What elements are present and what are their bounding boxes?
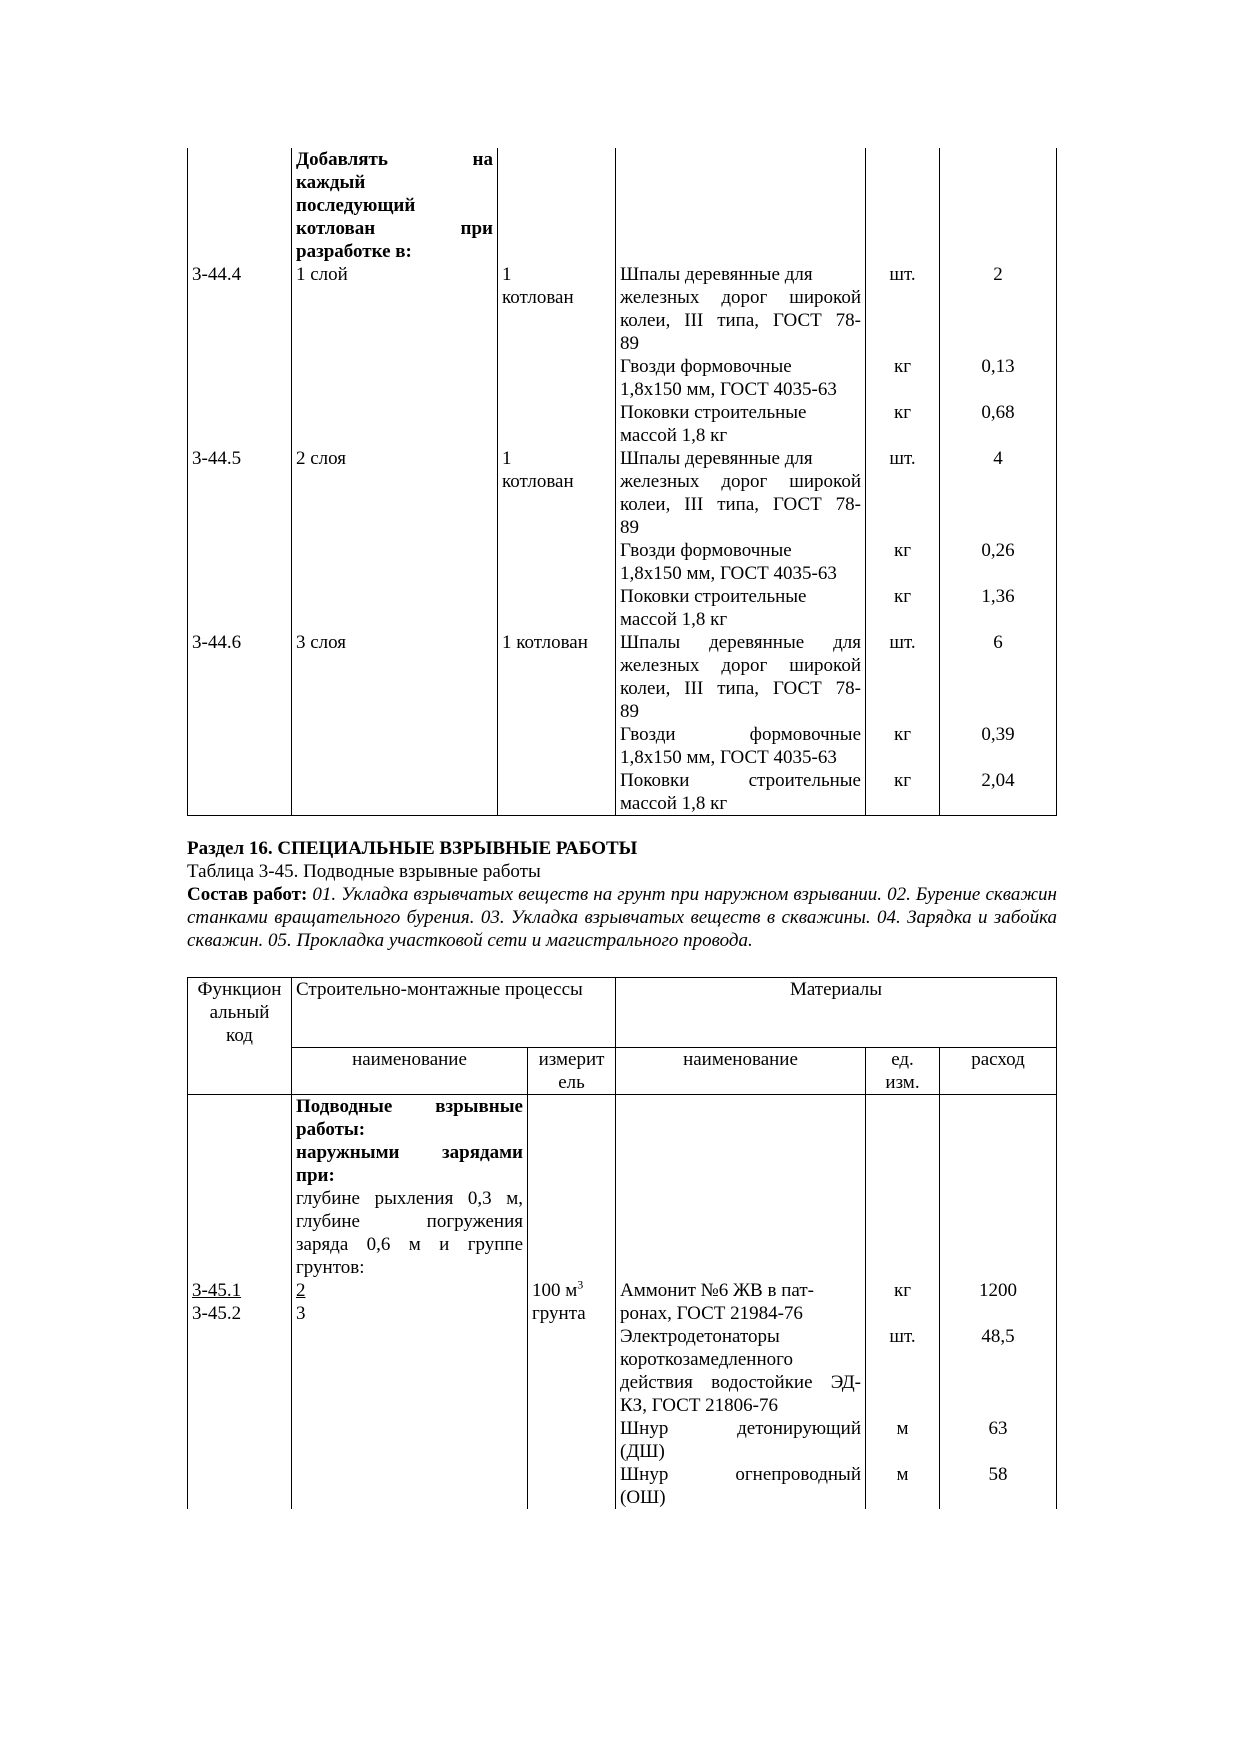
table-caption: Таблица 3-45. Подводные взрывные работы xyxy=(187,861,541,882)
header-meter: измерит ель xyxy=(528,1048,616,1095)
work-composition xyxy=(187,883,1057,952)
material-list: Аммонит №6 ЖВ в пат- ронах, ГОСТ 21984-76 Электродетонаторы короткозамедленного действия водостойкие ЭД- КЗ, ГОСТ 21806-76 Шнур детонирующий (ДШ) Шнур огнепроводный (ОШ) xyxy=(616,1095,866,1510)
material-qty: 1,36 xyxy=(940,585,1057,631)
material-units: кг шт. м м xyxy=(866,1095,940,1510)
process-name: 2 слоя xyxy=(292,447,498,539)
material-unit: кг xyxy=(866,769,940,816)
material-qty: 0,39 xyxy=(940,723,1057,769)
material-name: Гвозди формовочные 1,8х150 мм, ГОСТ 4035-63 xyxy=(616,723,866,769)
material-qty: 2 xyxy=(940,263,1057,355)
table-row xyxy=(188,263,1057,355)
meter-unit: 1 котлован xyxy=(498,631,616,723)
material-name: Шпалы деревянные для железных дорог широкой колеи, III типа, ГОСТ 78- 89 xyxy=(616,263,866,355)
meter-unit: 100 $м^3$ грунта xyxy=(528,1095,616,1510)
section-16 xyxy=(187,837,1057,952)
material-qty: 0,26 xyxy=(940,539,1057,585)
material-unit: шт. xyxy=(866,631,940,723)
function-code: 3-44.4 xyxy=(188,263,292,355)
header-material-name: наименование xyxy=(616,1048,866,1095)
material-unit: шт. xyxy=(866,447,940,539)
material-unit: кг xyxy=(866,723,940,769)
header-unit: ед. изм. xyxy=(866,1048,940,1095)
process-name: 3 слоя xyxy=(292,631,498,723)
table-row xyxy=(188,723,1057,769)
composition-label: Состав работ: xyxy=(187,884,308,905)
header-processes: Строительно-монтажные процессы xyxy=(292,978,616,1048)
composition-text: 01. Укладка взрывчатых веществ на грунт при наружном взрывании. 02. Бурение скважин станками вращательного бурения. 03. Укладка взрывчатых веществ в скважины. 04. Зарядка и забойка скважин. 05. Прокладка участковой сети и магистрального провода. xyxy=(187,884,1057,951)
material-name: Гвозди формовочные 1,8х150 мм, ГОСТ 4035-63 xyxy=(616,355,866,401)
material-qty: 4 xyxy=(940,447,1057,539)
function-code: 3-44.5 xyxy=(188,447,292,539)
group-header: Добавлять на каждый последующий котлован при разработке в: xyxy=(292,148,498,263)
header-qty: расход xyxy=(940,1048,1057,1095)
material-name: Поковки строительные массой 1,8 кг xyxy=(616,769,866,816)
table-row xyxy=(188,1095,1057,1510)
material-qty: 2,04 xyxy=(940,769,1057,816)
table-row xyxy=(188,585,1057,631)
function-code: 3-44.6 xyxy=(188,631,292,723)
material-qty: 0,68 xyxy=(940,401,1057,447)
meter-unit: 1 котлован xyxy=(498,263,616,355)
document-page xyxy=(187,148,1057,1509)
table-row xyxy=(188,148,1057,263)
process-name: 1 слой xyxy=(292,263,498,355)
table-row xyxy=(188,631,1057,723)
table-row xyxy=(188,769,1057,816)
material-unit: кг xyxy=(866,355,940,401)
material-unit: кг xyxy=(866,539,940,585)
material-name: Поковки строительные массой 1,8 кг xyxy=(616,401,866,447)
table-row xyxy=(188,539,1057,585)
table-3-44 xyxy=(187,148,1057,816)
material-unit: шт. xyxy=(866,263,940,355)
table-3-45 xyxy=(187,977,1057,1509)
table-row xyxy=(188,447,1057,539)
meter-unit: 1 котлован xyxy=(498,447,616,539)
header-materials: Материалы xyxy=(616,978,1057,1048)
material-quantities: 1200 48,5 63 58 xyxy=(940,1095,1057,1510)
header-name: наименование xyxy=(292,1048,528,1095)
process-name: Подводные взрывные работы: наружными зарядами при: глубине рыхления 0,3 м, глубине погружения заряда 0,6 м и группе грунтов: 2 3 xyxy=(292,1095,528,1510)
section-title: Раздел 16. СПЕЦИАЛЬНЫЕ ВЗРЫВНЫЕ РАБОТЫ xyxy=(187,838,638,859)
table-row xyxy=(188,355,1057,401)
material-qty: 0,13 xyxy=(940,355,1057,401)
material-unit: кг xyxy=(866,401,940,447)
header-code: Функцион альный код xyxy=(188,978,292,1095)
table-header-row xyxy=(188,1048,1057,1095)
material-name: Гвозди формовочные 1,8х150 мм, ГОСТ 4035-63 xyxy=(616,539,866,585)
table-row xyxy=(188,401,1057,447)
function-code: 3-45.1 3-45.2 xyxy=(188,1095,292,1510)
material-name: Шпалы деревянные для железных дорог широкой колеи, III типа, ГОСТ 78- 89 xyxy=(616,631,866,723)
material-name: Шпалы деревянные для железных дорог широкой колеи, III типа, ГОСТ 78- 89 xyxy=(616,447,866,539)
material-qty: 6 xyxy=(940,631,1057,723)
material-name: Поковки строительные массой 1,8 кг xyxy=(616,585,866,631)
material-unit: кг xyxy=(866,585,940,631)
table-header-row xyxy=(188,978,1057,1048)
